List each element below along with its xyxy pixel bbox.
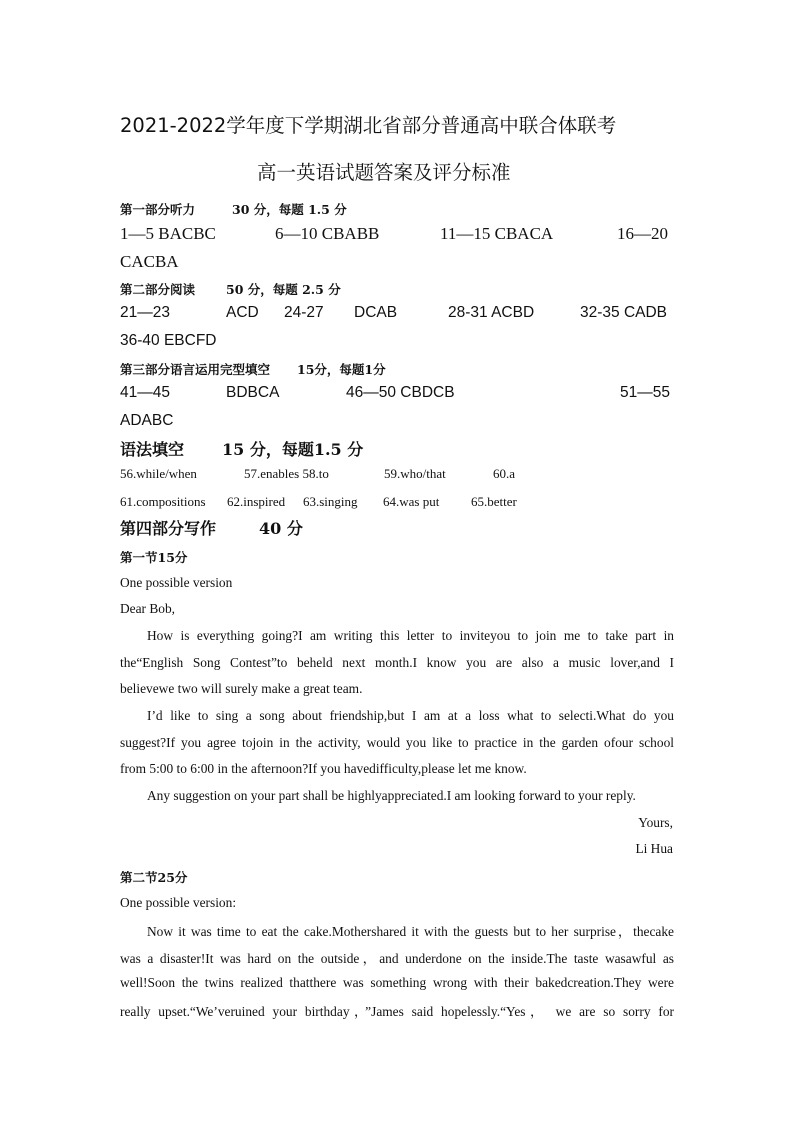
section1-intro: One possible version (120, 575, 233, 590)
letter-greeting: Dear Bob, (120, 601, 176, 616)
part3-heading: 第三部分语言运用完型填空 (120, 362, 271, 377)
part1-answer-3: 11—15 CBACA (440, 224, 554, 243)
part4-heading: 第四部分写作 (120, 519, 217, 538)
part2-answer-4: DCAB (354, 304, 398, 321)
letter-line-2: the“English Song Contest”to beheld next month.I know you are also a music lover,and I (120, 655, 674, 670)
letter-line-5: suggest?If you agree tojoin in the activity, would you like to practice in the garden ofour school (120, 735, 674, 750)
part1-answer-5: CACBA (120, 252, 179, 271)
document-subtitle: 高一英语试题答案及评分标准 (257, 161, 511, 184)
part1-answer-1: 1—5 BACBC (120, 224, 216, 243)
letter-line-1: How is everything going?I am writing this letter to inviteyou to join me to take part in (147, 628, 674, 643)
part3-answer-2: BDBCA (226, 384, 280, 401)
grammar-answer-56: 56.while/when (120, 466, 197, 481)
story-line-2: was a disaster!It was hard on the outside，and underdone on the inside.The taste wasawful as (120, 951, 674, 966)
story-line-1: Now it was time to eat the cake.Mothershared it with the guests but to her surprise，thecake (147, 924, 674, 939)
grammar-answer-60: 60.a (493, 466, 516, 481)
part2-answer-7: 36-40 EBCFD (120, 332, 217, 349)
part2-answer-6: 32-35 CADB (580, 304, 668, 321)
part2-heading: 第二部分阅读 (120, 282, 196, 297)
part3-answer-4: 51—55 (620, 384, 670, 401)
grammar-heading: 语法填空 (120, 440, 185, 459)
grammar-answer-57-58: 57.enables 58.to (244, 466, 329, 481)
part1-heading: 第一部分听力 (120, 202, 196, 217)
letter-line-4: I’d like to sing a song about friendship,but I am at a loss what to selecti.What do you (147, 708, 674, 723)
letter-line-7: Any suggestion on your part shall be highlyappreciated.I am looking forward to your reply. (147, 788, 636, 803)
grammar-score: 15 分，每题1.5 分 (222, 440, 364, 459)
story-line-4: really upset.“We’veruined your birthday，”James said hopelessly.“Yes， we are so sorry for (120, 1004, 674, 1019)
section2-intro: One possible version: (120, 895, 237, 910)
grammar-answer-64: 64.was put (383, 494, 440, 509)
part2-answer-1: 21—23 (120, 304, 170, 321)
grammar-answer-59: 59.who/that (384, 466, 446, 481)
story-line-3: well!Soon the twins realized thatthere was something wrong with their bakedcreation.They were (120, 975, 674, 990)
part1-answer-4: 16—20 (617, 224, 668, 243)
letter-signature: Li Hua (635, 841, 673, 856)
part2-score: 50 分，每题 2.5 分 (226, 282, 341, 297)
section1-heading: 第一节15分 (120, 550, 188, 565)
part3-answer-3: 46—50 CBDCB (346, 384, 455, 401)
letter-closing: Yours, (638, 815, 673, 830)
grammar-answer-63: 63.singing (303, 494, 358, 509)
part1-answer-2: 6—10 CBABB (275, 224, 380, 243)
letter-line-6: from 5:00 to 6:00 in the afternoon?If you havedifficulty,please let me know. (120, 761, 527, 776)
grammar-answer-61: 61.compositions (120, 494, 206, 509)
section2-heading: 第二节25分 (120, 870, 188, 885)
part2-answer-3: 24-27 (284, 304, 324, 321)
part2-answer-2: ACD (226, 304, 259, 321)
part2-answer-5: 28-31 ACBD (448, 304, 535, 321)
part3-answer-1: 41—45 (120, 384, 170, 401)
grammar-answer-65: 65.better (471, 494, 517, 509)
document-title: 2021-2022学年度下学期湖北省部分普通高中联合体联考 (120, 114, 617, 137)
part4-score: 40 分 (259, 519, 303, 538)
part3-answer-5: ADABC (120, 412, 174, 429)
part1-score: 30 分，每题 1.5 分 (232, 202, 347, 217)
letter-line-3: believewe two will surely make a great team. (120, 681, 363, 696)
grammar-answer-62: 62.inspired (227, 494, 286, 509)
part3-score: 15分，每题1分 (297, 362, 386, 377)
